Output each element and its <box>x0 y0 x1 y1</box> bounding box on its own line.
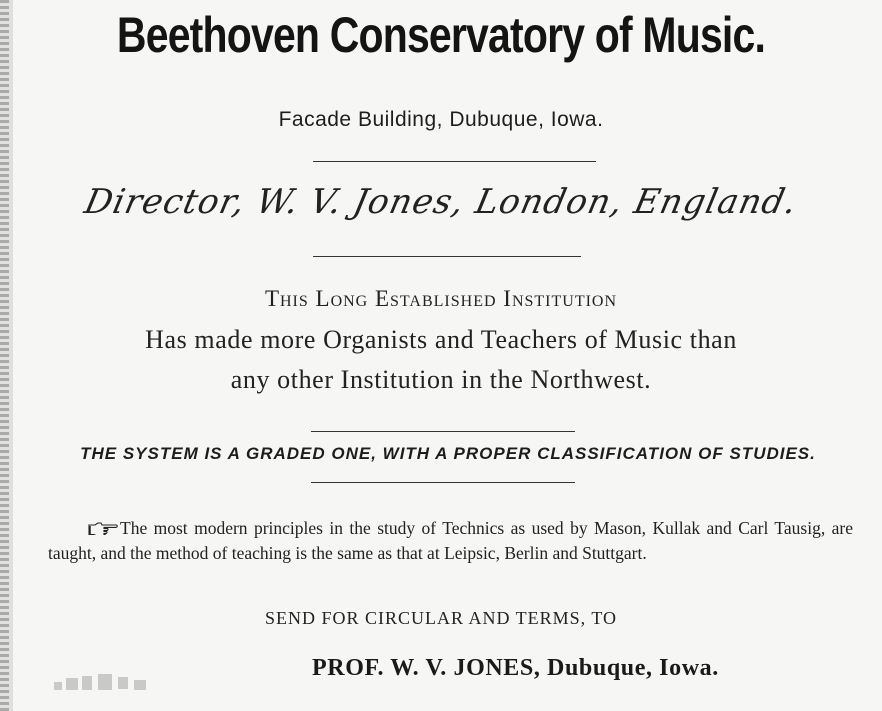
pointing-hand-icon <box>88 521 118 535</box>
conservatory-title: Beethoven Conservatory of Music. <box>116 7 766 63</box>
send-for-circular-line: SEND FOR CIRCULAR AND TERMS, TO <box>264 608 618 628</box>
claim-line-1: Has made more Organists and Teachers of Music than <box>145 325 737 354</box>
system-statement: THE SYSTEM IS A GRADED ONE, WITH A PROPER CLASSIFICATION OF STUDIES. <box>80 444 816 463</box>
page-binding-edge <box>0 0 9 711</box>
body-paragraph-block <box>48 516 853 566</box>
institution-heading: This Long Established Institution <box>264 286 618 311</box>
body-paragraph: The most modern principles in the study of Technics as used by Mason, Kullak and Carl Tausig, are taught, and the method of teaching is the same as that at Leipsic, Berlin and Stuttgart. <box>48 518 853 563</box>
contact-line: PROF. W. V. JONES, Dubuque, Iowa. <box>312 655 719 681</box>
print-smudge <box>50 668 160 696</box>
divider-1 <box>313 161 596 162</box>
divider-2 <box>313 256 581 257</box>
page-binding-shadow <box>9 0 13 711</box>
divider-4 <box>311 482 575 483</box>
claim-line-2: any other Institution in the Northwest. <box>230 365 652 394</box>
address-line: Facade Building, Dubuque, Iowa. <box>278 108 604 131</box>
divider-3 <box>311 431 575 432</box>
director-line: Director, W. V. Jones, London, England. <box>80 182 802 222</box>
